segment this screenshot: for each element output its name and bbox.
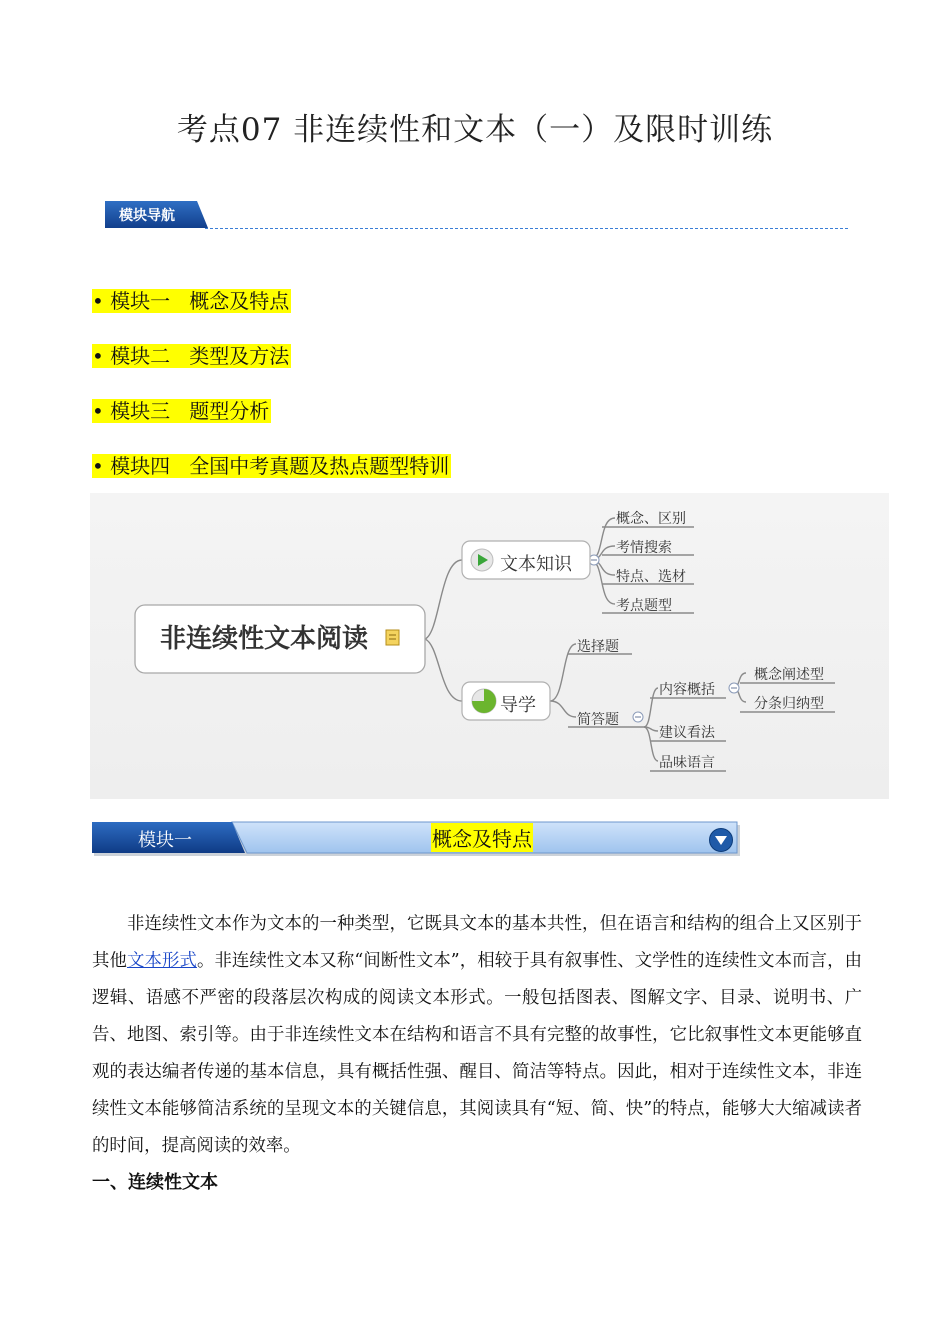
- bullet-module-3: • 模块三 题型分析: [92, 399, 270, 423]
- mind-map-branch-knowledge: 文本知识: [500, 554, 572, 575]
- paragraph-text: 非连续性文本作为文本的一种类型，它既具文本的基本共性，但在语言和结构的组合上又区别于其他: [92, 914, 862, 971]
- chevron-down-icon[interactable]: [709, 828, 733, 852]
- mind-map-root: 非连续性文本阅读: [160, 624, 369, 654]
- nav-divider: [205, 228, 848, 229]
- mind-map-node: 分条归纳型: [754, 696, 824, 712]
- nav-tab-label: 模块导航: [119, 208, 175, 224]
- module-nav-tab: [105, 199, 209, 229]
- mind-map-node: 简答题: [577, 712, 619, 728]
- bullet-module-2: • 模块二 类型及方法: [92, 344, 290, 368]
- module-header-bar: [92, 821, 742, 857]
- module-bar-title: 概念及特点: [431, 823, 533, 852]
- text-form-link[interactable]: 文本形式: [126, 951, 197, 971]
- section-heading: 一、连续性文本: [92, 1172, 218, 1193]
- mind-map-node: 建议看法: [659, 725, 715, 741]
- mind-map-branch-guide: 导学: [500, 695, 536, 716]
- module-bar-label: 模块一: [138, 830, 192, 851]
- mind-map-node: 概念阐述型: [754, 667, 824, 683]
- mind-map-node: 考情搜索: [616, 540, 672, 556]
- mind-map: [90, 493, 889, 799]
- mind-map-node: 概念、区别: [616, 511, 686, 527]
- mind-map-node: 选择题: [577, 639, 619, 655]
- body-paragraph: [92, 906, 862, 1165]
- paragraph-text: 。非连续性文本又称“间断性文本”，相较于具有叙事性、文学性的连续性文本而言，由逻辑、语感不严密的段落层次构成的阅读文本形式。一般包括图表、图解文字、目录、说明书、广告、地图、索引等。由于非连续性文本在结构和语言不具有完整的故事性，它比叙事性文本更能够直观的表达编者传递的基本信息，具有概括性强、醒目、简洁等特点。因此，相对于连续性文本，非连续性文本能够简洁系统的呈现文本的关键信息，其阅读具有“短、简、快”的特点，能够大大缩减读者的时间，提高阅读的效率。: [92, 951, 862, 1156]
- mind-map-node: 内容概括: [659, 682, 715, 698]
- mind-map-node: 考点题型: [616, 598, 672, 614]
- bullet-module-4: • 模块四 全国中考真题及热点题型特训: [92, 454, 450, 478]
- bullet-module-1: • 模块一 概念及特点: [92, 289, 290, 313]
- page-title: 考点07 非连续性和文本（一）及限时训练: [176, 112, 774, 148]
- mind-map-node: 品味语言: [659, 755, 715, 771]
- mind-map-node: 特点、选材: [616, 569, 686, 585]
